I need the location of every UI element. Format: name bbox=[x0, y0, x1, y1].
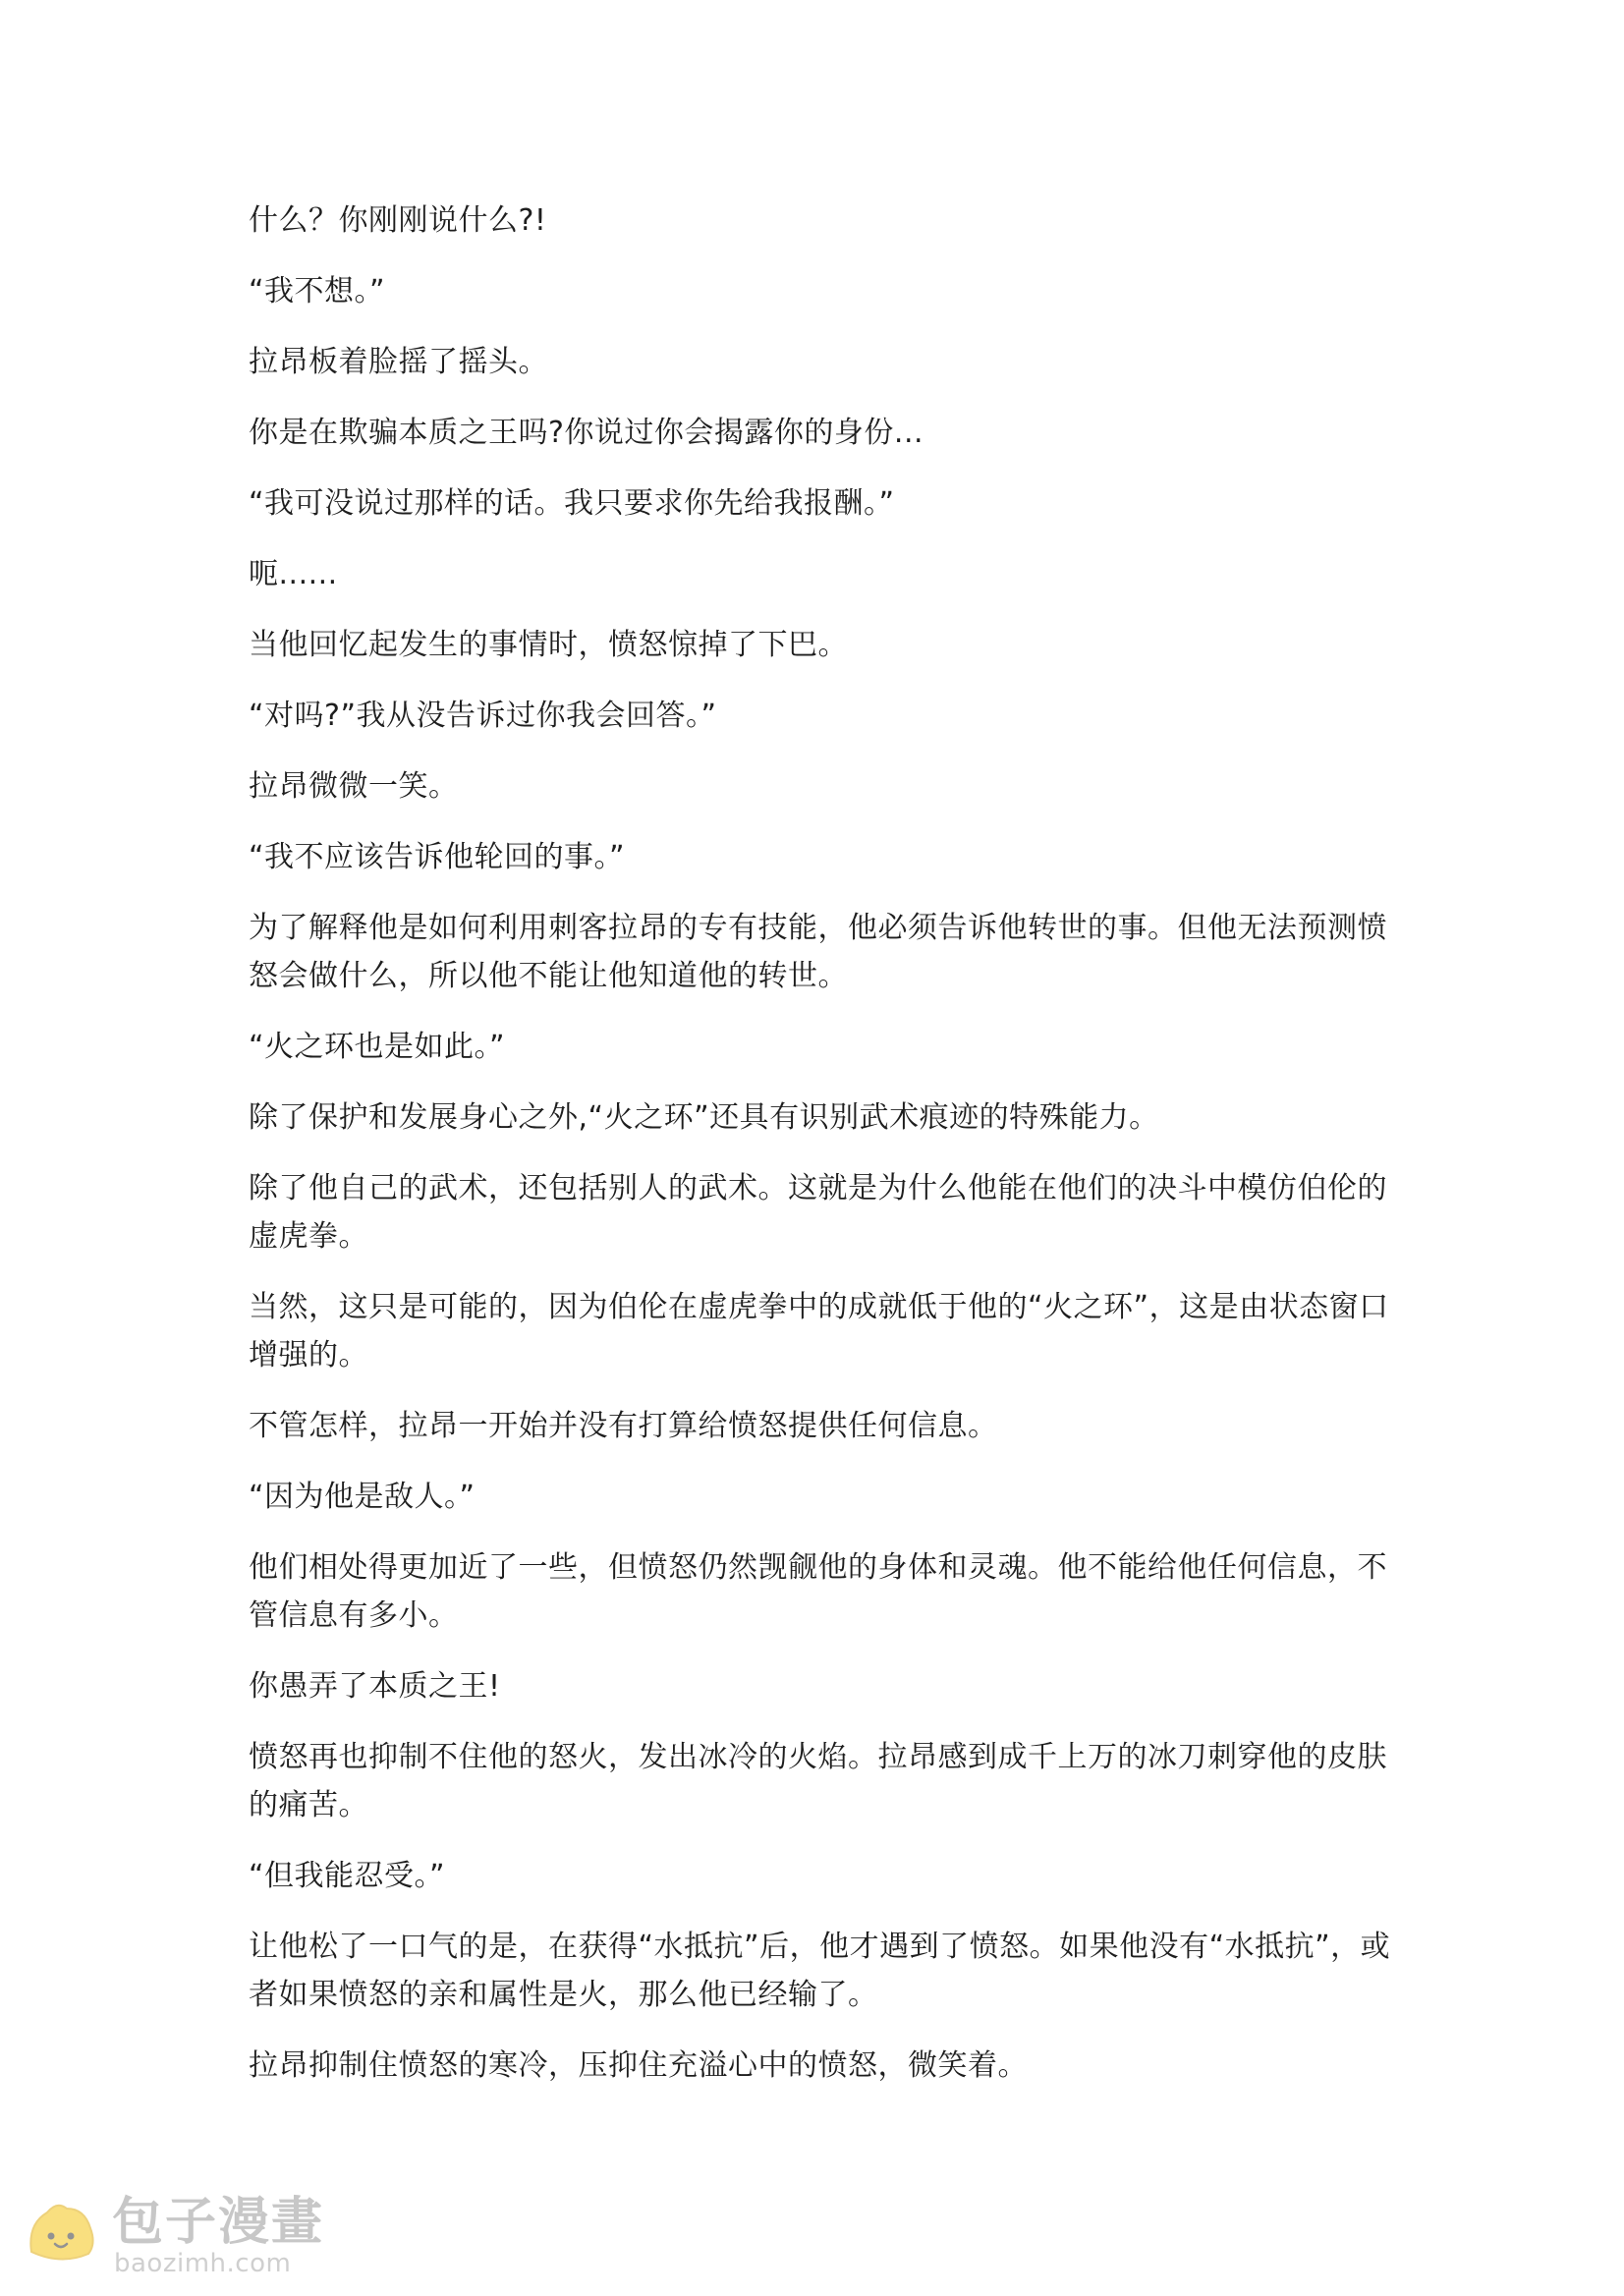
paragraph: 当然，这只是可能的，因为伯伦在虚虎拳中的成就低于他的“火之环”，这是由状态窗口增强的。 bbox=[249, 1290, 1389, 1372]
paragraph: 让他松了一口气的是，在获得“水抵抗”后，他才遇到了愤怒。如果他没有“水抵抗”，或者如果愤怒的亲和属性是火，那么他已经输了。 bbox=[249, 1930, 1391, 2012]
paragraph: 拉昂板着脸摇了摇头。 bbox=[249, 345, 548, 379]
paragraph: 除了保护和发展身心之外,“火之环”还具有识别武术痕迹的特殊能力。 bbox=[249, 1100, 1159, 1135]
paragraph: 你愚弄了本质之王! bbox=[249, 1669, 501, 1704]
paragraph: 为了解释他是如何利用刺客拉昂的专有技能，他必须告诉他转世的事。但他无法预测愤怒会做什么，所以他不能让他知道他的转世。 bbox=[249, 911, 1387, 993]
paragraph: 他们相处得更加近了一些，但愤怒仍然觊觎他的身体和灵魂。他不能给他任何信息，不管信息有多小。 bbox=[249, 1550, 1387, 1633]
paragraph: 呃...... bbox=[249, 557, 338, 591]
paragraph: “但我能忍受。” bbox=[249, 1859, 446, 1893]
paragraph: 你是在欺骗本质之王吗?你说过你会揭露你的身份... bbox=[249, 416, 924, 450]
paragraph: 拉昂微微一笑。 bbox=[249, 769, 459, 804]
paragraph: “对吗?”我从没告诉过你我会回答。” bbox=[249, 699, 717, 733]
watermark-url: baozimh.com bbox=[114, 2249, 292, 2278]
bun-face-icon bbox=[22, 2195, 100, 2273]
watermark-title: 包子漫畫 bbox=[112, 2193, 325, 2252]
paragraph: “因为他是敌人。” bbox=[249, 1480, 476, 1514]
paragraph: 拉昂抑制住愤怒的寒冷，压抑住充溢心中的愤怒，微笑着。 bbox=[249, 2048, 1028, 2083]
paragraph: “火之环也是如此。” bbox=[249, 1030, 506, 1064]
paragraph: “我不想。” bbox=[249, 274, 386, 308]
paragraph: “我不应该告诉他轮回的事。” bbox=[249, 840, 626, 874]
novel-page-body bbox=[249, 196, 1393, 2112]
paragraph: 除了他自己的武术，还包括别人的武术。这就是为什么他能在他们的决斗中模仿伯伦的虚虎拳。 bbox=[249, 1171, 1387, 1254]
paragraph: “我可没说过那样的话。我只要求你先给我报酬。” bbox=[249, 486, 895, 521]
paragraph: 不管怎样，拉昂一开始并没有打算给愤怒提供任何信息。 bbox=[249, 1409, 998, 1443]
paragraph: 愤怒再也抑制不住他的怒火，发出冰冷的火焰。拉昂感到成千上万的冰刀刺穿他的皮肤的痛苦。 bbox=[249, 1740, 1387, 1822]
paragraph: 当他回忆起发生的事情时，愤怒惊掉了下巴。 bbox=[249, 628, 848, 662]
paragraph: 什么？你刚刚说什么?! bbox=[249, 203, 547, 238]
site-watermark bbox=[22, 2193, 336, 2281]
